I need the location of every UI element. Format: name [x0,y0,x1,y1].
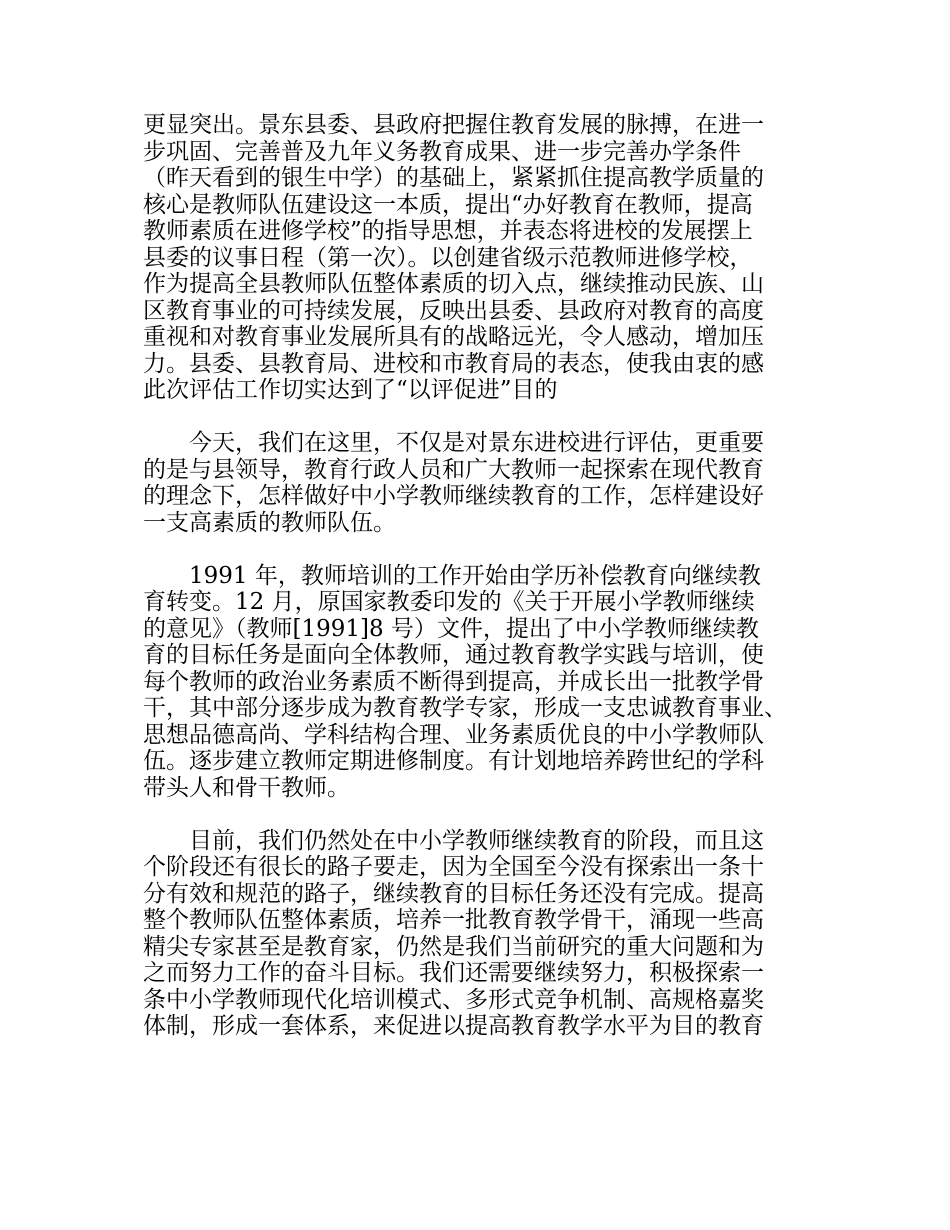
text-line: 伍。逐步建立教师定期进修制度。有计划地培养跨世纪的学科 [143,748,764,774]
text-line: 的理念下，怎样做好中小学教师继续教育的工作，怎样建设好 [143,483,764,509]
text-line: 更显突出。景东县委、县政府把握住教育发展的脉搏，在进一 [143,112,764,138]
paragraph [143,563,823,802]
text-line: 条中小学教师现代化培训模式、多形式竞争机制、高规格嘉奖 [143,986,764,1013]
text-line: 区教育事业的可持续发展，反映出县委、县政府对教育的高度 [143,297,764,324]
text-line: 此次评估工作切实达到了“以评促进”目的 [143,377,558,403]
paragraph [143,430,823,536]
text-line: 带头人和骨干教师。 [143,774,350,801]
text-line: 育的目标任务是面向全体教师，通过教育教学实践与培训，使 [143,642,764,668]
text-line: 整个教师队伍整体素质，培养一批教育教学骨干，涌现一些高 [143,907,764,933]
text-line: （昨天看到的银生中学）的基础上，紧紧抓住提高教学质量的 [143,165,764,191]
text-line: 核心是教师队伍建设这一本质，提出“办好教育在教师，提高 [143,191,753,218]
text-line: 一支高素质的教师队伍。 [143,509,396,536]
text-line: 作为提高全县教师队伍整体素质的切入点，继续推动民族、山 [143,271,764,297]
text-line: 力。县委、县教育局、进校和市教育局的表态，使我由衷的感 [143,350,764,377]
text-line: 的意见》（教师[1991]8 号）文件，提出了中小学教师继续教 [143,615,759,642]
text-line: 思想品德高尚、学科结构合理、业务素质优良的中小学教师队 [143,721,764,748]
text-line: 分有效和规范的路子，继续教育的目标任务还没有完成。提高 [143,880,764,907]
text-line: 的是与县领导，教育行政人员和广大教师一起探索在现代教育 [143,456,764,483]
body-text [143,112,823,1066]
text-line: 精尖专家甚至是教育家，仍然是我们当前研究的重大问题和为 [143,933,764,960]
text-line: 目前，我们仍然处在中小学教师继续教育的阶段，而且这 [143,827,764,854]
text-line: 育转变。12 月，原国家教委印发的《关于开展小学教师继续 [143,589,755,615]
text-line: 个阶段还有很长的路子要走，因为全国至今没有探索出一条十 [143,854,764,880]
text-line: 干，其中部分逐步成为教育教学专家，形成一支忠诚教育事业、 [143,695,787,721]
text-line: 体制，形成一套体系，来促进以提高教育教学水平为目的教育 [143,1013,764,1039]
text-line: 步巩固、完善普及九年义务教育成果、进一步完善办学条件 [143,138,741,165]
paragraph [143,828,823,1040]
text-line: 1991 年，教师培训的工作开始由学历补偿教育向继续教 [143,562,761,589]
text-line: 今天，我们在这里，不仅是对景东进校进行评估，更重要 [143,430,764,456]
text-line: 重视和对教育事业发展所具有的战略远光，令人感动，增加压 [143,324,764,350]
text-line: 之而努力工作的奋斗目标。我们还需要继续努力，积极探索一 [143,960,764,986]
text-line: 教师素质在进修学校”的指导思想，并表态将进校的发展摆上 [143,218,753,244]
text-line: 每个教师的政治业务素质不断得到提高，并成长出一批教学骨 [143,668,764,695]
paragraph [143,112,823,404]
text-line: 县委的议事日程（第一次）。以创建省级示范教师进修学校， [143,244,753,271]
